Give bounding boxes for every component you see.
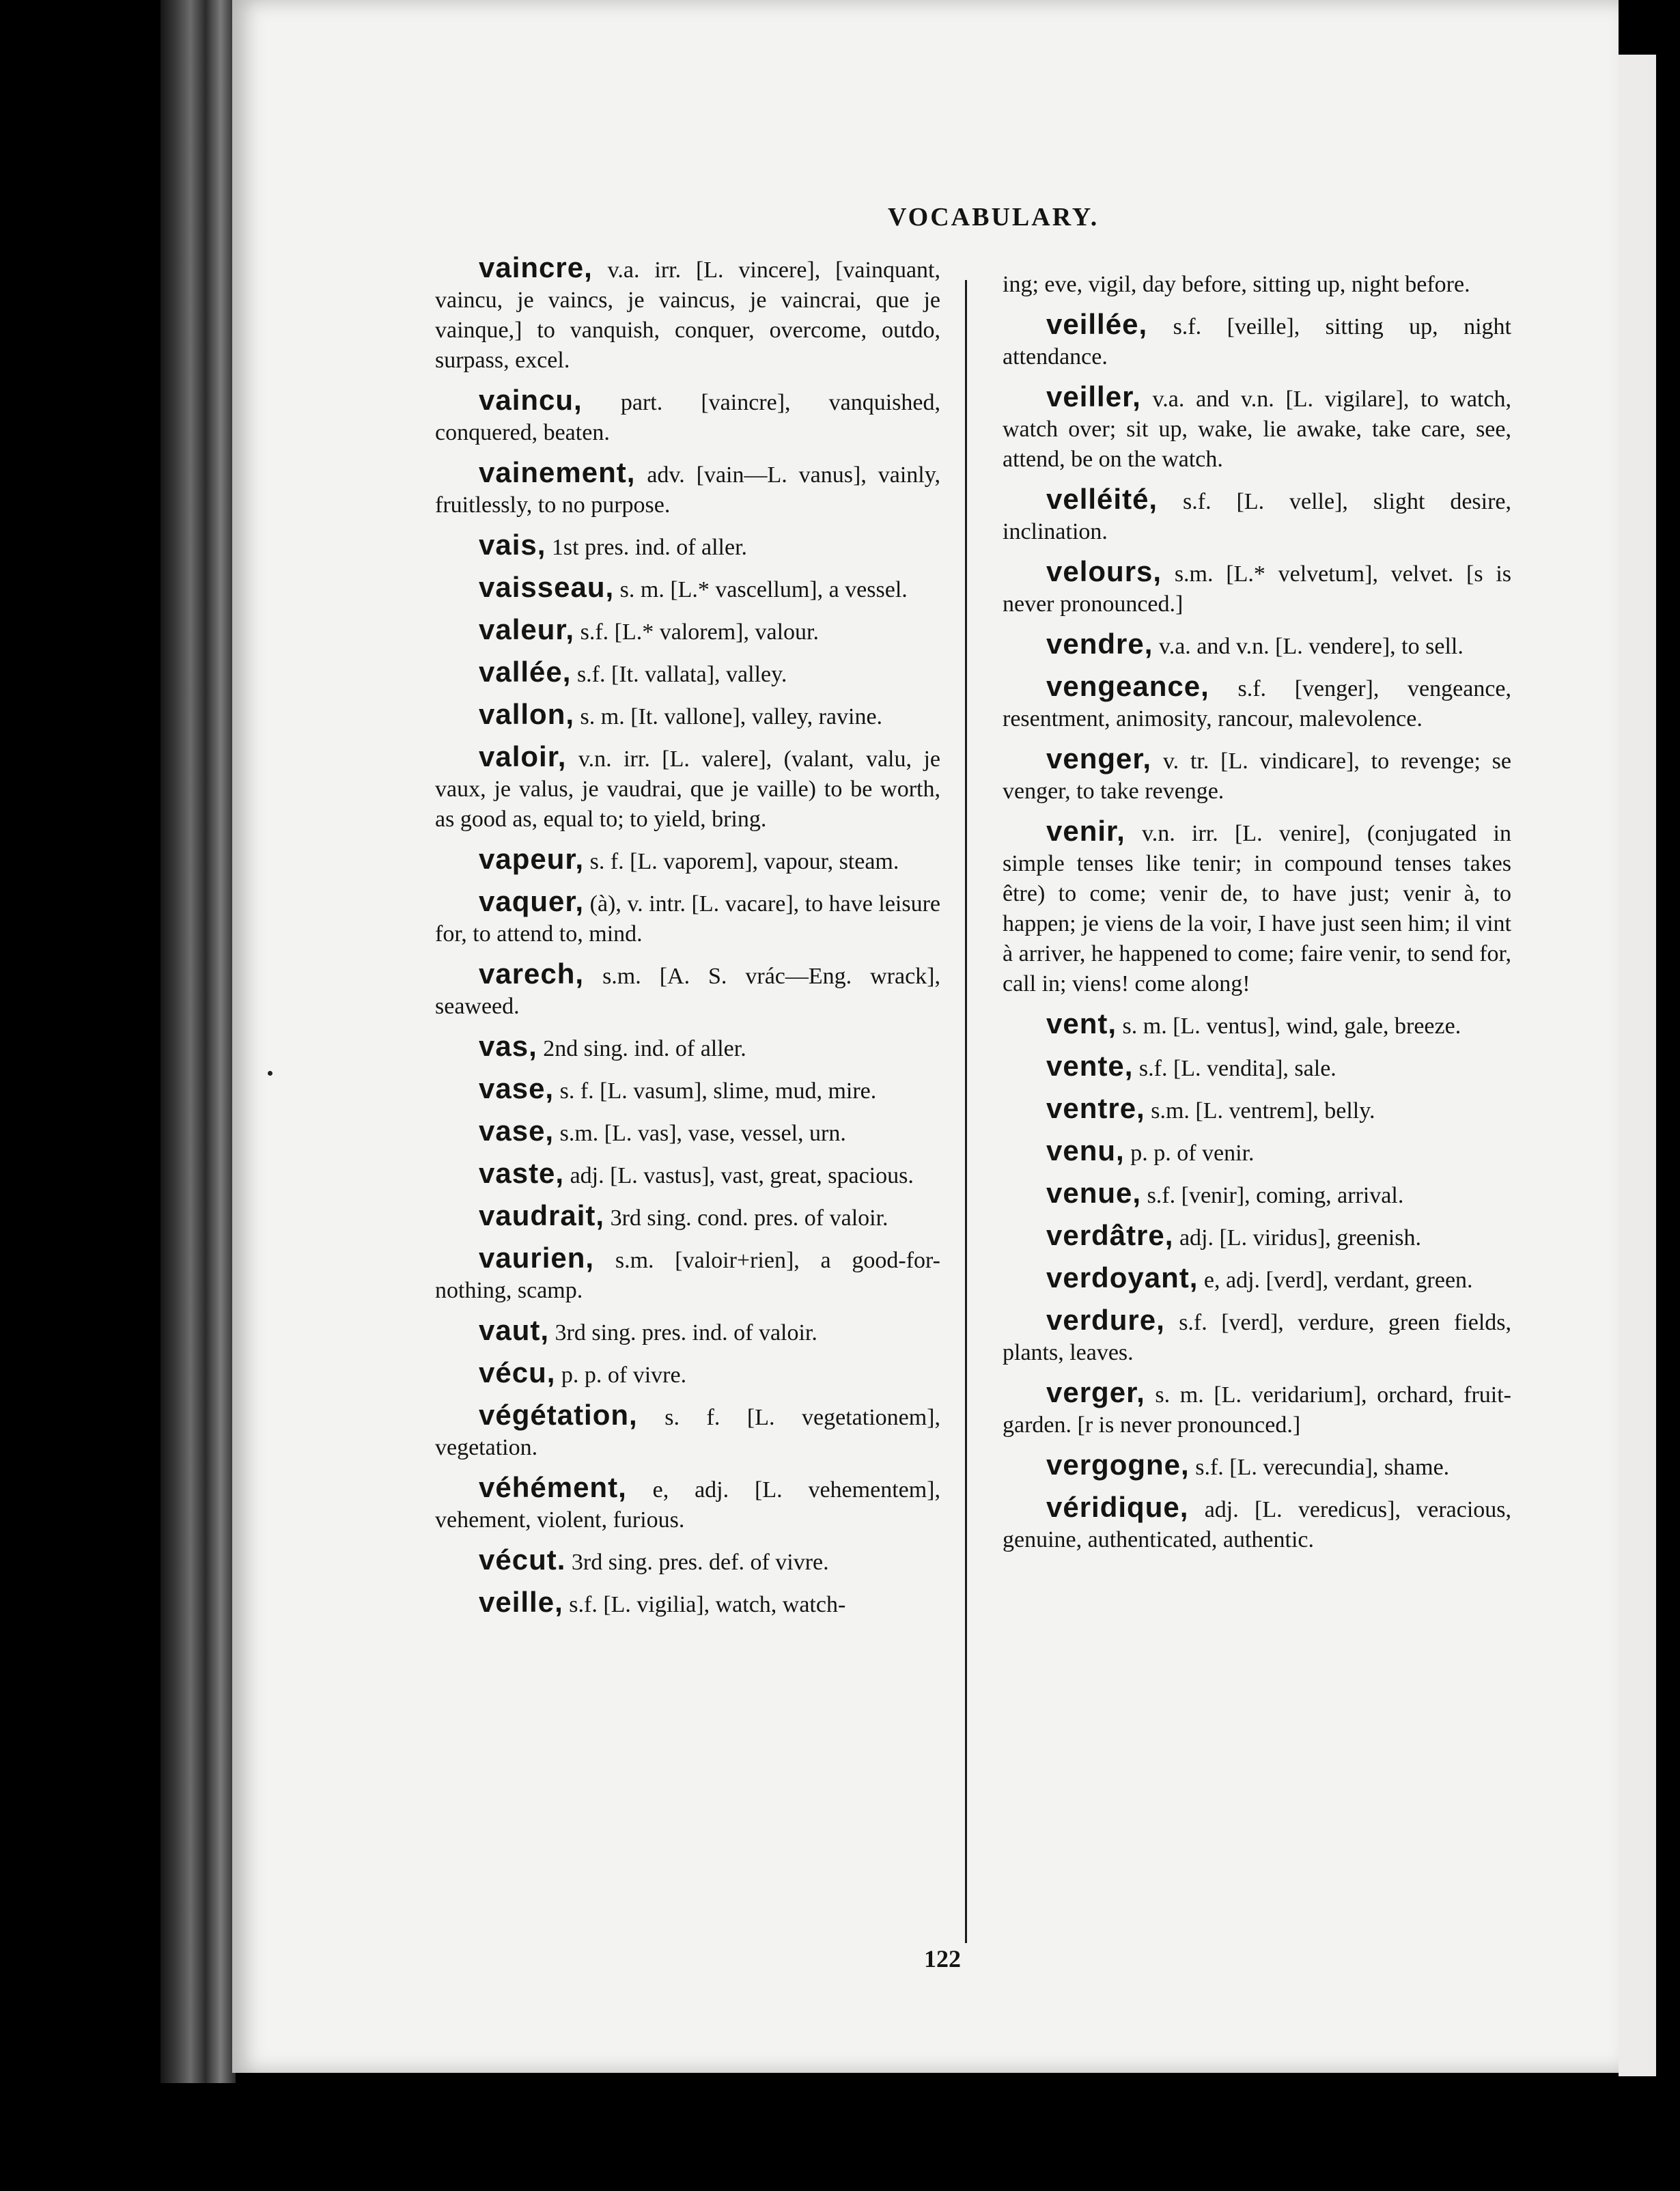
- dictionary-entry: [1003, 1263, 1511, 1296]
- dictionary-entry: [1003, 309, 1511, 372]
- dictionary-entry: [435, 742, 940, 835]
- entry-headword: venger,: [1046, 742, 1152, 774]
- entry-headword: vapeur,: [479, 843, 585, 875]
- entry-definition: s.m. [A. S. vrác—Eng. wrack], seaweed.: [435, 964, 940, 1019]
- entry-headword: vaquer,: [479, 885, 585, 917]
- entry-headword: verdoyant,: [1046, 1261, 1199, 1294]
- dictionary-entry: [435, 887, 940, 949]
- dictionary-entry: [435, 1074, 940, 1106]
- entry-headword: vendre,: [1046, 628, 1153, 660]
- entry-headword: varech,: [479, 958, 585, 990]
- entry-headword: velléité,: [1046, 483, 1158, 515]
- dictionary-entry: [1003, 484, 1511, 547]
- entry-definition: v. tr. [L. vindicare], to revenge; se venger, to take revenge.: [1003, 749, 1511, 804]
- entry-headword: verdâtre,: [1046, 1219, 1174, 1251]
- entry-headword: ventre,: [1046, 1092, 1145, 1124]
- entry-definition: 3rd sing. pres. def. of vivre.: [571, 1550, 829, 1575]
- entry-definition: 1st pres. ind. of aller.: [551, 535, 748, 560]
- entry-headword: vase,: [479, 1072, 555, 1104]
- entry-definition: e, adj. [verd], verdant, green.: [1203, 1268, 1473, 1293]
- entry-definition: s.f. [L. vendita], sale.: [1138, 1056, 1336, 1081]
- dictionary-entry: [1003, 557, 1511, 619]
- dictionary-entry: [1003, 1093, 1511, 1126]
- dictionary-entry: [435, 699, 940, 732]
- entry-definition: adj. [L. viridus], greenish.: [1179, 1225, 1422, 1251]
- entry-definition: s.f. [verd], verdure, green fields, plants, leaves.: [1003, 1310, 1511, 1365]
- entry-headword: verdure,: [1046, 1304, 1165, 1336]
- entry-definition: s. m. [L. veridarium], orchard, fruit-garden. [r is never pronounced.]: [1003, 1382, 1512, 1438]
- entry-definition: s.f. [L. verecundia], shame.: [1195, 1455, 1450, 1480]
- entry-definition: 3rd sing. cond. pres. of valoir.: [610, 1205, 888, 1231]
- entry-headword: véridique,: [1046, 1491, 1189, 1523]
- dictionary-entry: [435, 1400, 940, 1463]
- entry-definition: (à), v. intr. [L. vacare], to have leisure for, to attend to, mind.: [435, 891, 940, 947]
- entry-headword: vengeance,: [1046, 670, 1209, 702]
- dictionary-entry: [435, 1031, 940, 1064]
- dictionary-entry: [435, 1545, 940, 1578]
- entry-headword: vainement,: [479, 456, 636, 488]
- column-divider: [965, 280, 967, 1943]
- dictionary-entry: [1003, 1305, 1511, 1368]
- dictionary-entry: [1003, 382, 1511, 475]
- entry-definition: s.f. [L.* valorem], valour.: [580, 619, 819, 645]
- entry-headword: venir,: [1046, 815, 1125, 847]
- entry-headword: vallon,: [479, 698, 575, 730]
- entry-definition: s.f. [veille], sitting up, night attendance.: [1003, 314, 1511, 369]
- dictionary-entry: [435, 959, 940, 1022]
- entry-definition: part. [vaincre], vanquished, conquered, beaten.: [435, 390, 941, 445]
- dictionary-entry: [435, 657, 940, 690]
- entry-definition: p. p. of vivre.: [561, 1363, 687, 1388]
- entry-definition: s. m. [L.* vascellum], a vessel.: [619, 577, 908, 602]
- entry-definition: p. p. of venir.: [1130, 1141, 1255, 1166]
- entry-headword: vécut.: [479, 1544, 566, 1576]
- dictionary-entry: [435, 1158, 940, 1191]
- entry-headword: venue,: [1046, 1177, 1142, 1209]
- dictionary-entry: [1003, 1136, 1511, 1169]
- dictionary-entry: [1003, 671, 1511, 734]
- entry-headword: vécu,: [479, 1356, 556, 1388]
- entry-headword: veiller,: [1046, 380, 1141, 413]
- entry-definition: v.a. and v.n. [L. vendere], to sell.: [1158, 634, 1464, 659]
- dictionary-entry: [1003, 1450, 1511, 1483]
- entry-definition: adv. [vain—L. vanus], vainly, fruitlessly, to no purpose.: [435, 462, 941, 518]
- dictionary-entry: [1003, 1051, 1511, 1084]
- dictionary-entry: [435, 1243, 940, 1306]
- entry-headword: valeur,: [479, 613, 575, 645]
- entry-definition: v.a. irr. [L. vincere], [vainquant, vaincu, je vaincs, je vaincus, je vaincrai, que je vainque,] to vanquish, conquer, overcome, outdo, surpass, excel.: [435, 257, 941, 373]
- entry-headword: valoir,: [479, 740, 567, 772]
- dictionary-entry: [435, 253, 940, 376]
- dictionary-entry: [435, 530, 940, 563]
- entry-definition: s.f. [L. velle], slight desire, inclination.: [1003, 489, 1511, 544]
- entry-definition: s.m. [L. vas], vase, vessel, urn.: [559, 1121, 846, 1146]
- entry-headword: vaurien,: [479, 1242, 595, 1274]
- entry-headword: vaste,: [479, 1157, 565, 1189]
- dictionary-entry: [1003, 629, 1511, 662]
- entry-definition: s. m. [L. ventus], wind, gale, breeze.: [1122, 1014, 1461, 1039]
- entry-definition: adj. [L. vastus], vast, great, spacious.: [570, 1163, 914, 1188]
- entry-headword: vent,: [1046, 1007, 1117, 1039]
- running-header: VOCABULARY.: [888, 203, 1100, 232]
- entry-headword: veillée,: [1046, 308, 1148, 340]
- dictionary-entry: [435, 572, 940, 605]
- entry-definition: v.n. irr. [L. valere], (valant, valu, je vaux, je valus, je vaudrai, que je vaille) to be worth, as good as, equal to; to yield, bring.: [435, 746, 940, 832]
- entry-definition: s.m. [L.* velvetum], velvet. [s is never pronounced.]: [1003, 561, 1511, 617]
- entry-headword: vallée,: [479, 656, 572, 688]
- entry-headword: vergogne,: [1046, 1449, 1190, 1481]
- dictionary-entry: [1003, 1492, 1511, 1555]
- left-column: [435, 253, 940, 1630]
- page-number: 122: [924, 1945, 961, 1972]
- entry-headword: végétation,: [479, 1399, 638, 1431]
- dictionary-entry: [1003, 1009, 1511, 1042]
- entry-definition: s.f. [venir], coming, arrival.: [1147, 1183, 1404, 1208]
- entry-headword: vais,: [479, 529, 546, 561]
- dictionary-entry: [435, 1358, 940, 1391]
- entry-definition: s. m. [It. vallone], valley, ravine.: [580, 704, 883, 729]
- dictionary-entry: [1003, 816, 1511, 999]
- entry-definition: s.f. [venger], vengeance, resentment, animosity, rancour, malevolence.: [1003, 676, 1512, 731]
- entry-headword: véhément,: [479, 1471, 627, 1503]
- entry-definition: 3rd sing. pres. ind. of valoir.: [555, 1320, 817, 1345]
- entry-headword: vaut,: [479, 1314, 550, 1346]
- entry-definition: s. f. [L. vegetationem], vegetation.: [435, 1405, 940, 1460]
- entry-headword: venu,: [1046, 1134, 1125, 1167]
- entry-headword: vaisseau,: [479, 571, 615, 603]
- entry-definition: s.m. [valoir+rien], a good-for-nothing, scamp.: [435, 1248, 940, 1303]
- entry-definition: s.f. [L. vigilia], watch, watch-: [569, 1592, 846, 1617]
- entry-headword: vente,: [1046, 1050, 1134, 1082]
- dictionary-entry: [435, 1201, 940, 1233]
- entry-definition: adj. [L. veredicus], veracious, genuine, authenticated, authentic.: [1003, 1497, 1512, 1552]
- dictionary-entry: [435, 844, 940, 877]
- entry-definition: s. f. [L. vaporem], vapour, steam.: [589, 849, 899, 874]
- entry-definition: s. f. [L. vasum], slime, mud, mire.: [559, 1078, 877, 1104]
- entry-headword: vase,: [479, 1115, 555, 1147]
- ink-speck: [268, 1071, 272, 1076]
- entry-definition: s.f. [It. vallata], valley.: [576, 662, 787, 687]
- dictionary-entry: [1003, 1378, 1511, 1440]
- entry-definition: v.n. irr. [L. venire], (conjugated in simple tenses like tenir; in compound tenses takes être) to come; venir de, to have just; venir à, to happen; je viens de la voir, I have just seen him; il vint à arriver, he happened to come; faire venir, to send for, call in; viens! come along!: [1003, 821, 1512, 996]
- dictionary-entry: [435, 1116, 940, 1149]
- dictionary-entry: [1003, 744, 1511, 807]
- entry-headword: verger,: [1046, 1376, 1145, 1408]
- dictionary-entry: [435, 1473, 940, 1535]
- entry-headword: vaincre,: [479, 251, 593, 283]
- right-column: [1003, 270, 1511, 1565]
- entry-definition: 2nd sing. ind. of aller.: [543, 1036, 746, 1061]
- entry-definition: e, adj. [L. vehementem], vehement, violent, furious.: [435, 1477, 940, 1533]
- entry-headword: vaincu,: [479, 384, 583, 416]
- entry-headword: vas,: [479, 1030, 537, 1062]
- entry-headword: velours,: [1046, 555, 1162, 587]
- entry-headword: vaudrait,: [479, 1199, 605, 1231]
- book-page-edges: [160, 0, 236, 2083]
- entry-definition: s.m. [L. ventrem], belly.: [1151, 1098, 1375, 1124]
- dictionary-entry: [435, 458, 940, 520]
- entry-definition: ing; eve, vigil, day before, sitting up, night before.: [1003, 272, 1470, 297]
- dictionary-entry: [1003, 270, 1511, 300]
- dictionary-entry: [435, 1587, 940, 1620]
- dictionary-entry: [435, 385, 940, 448]
- dictionary-entry: [435, 615, 940, 647]
- entry-definition: v.a. and v.n. [L. vigilare], to watch, watch over; sit up, wake, lie awake, take care, see, attend, be on the watch.: [1003, 387, 1512, 472]
- entry-headword: veille,: [479, 1586, 563, 1618]
- dictionary-entry: [435, 1315, 940, 1348]
- dictionary-entry: [1003, 1220, 1511, 1253]
- next-page-edge: [1619, 55, 1656, 2076]
- dictionary-entry: [1003, 1178, 1511, 1211]
